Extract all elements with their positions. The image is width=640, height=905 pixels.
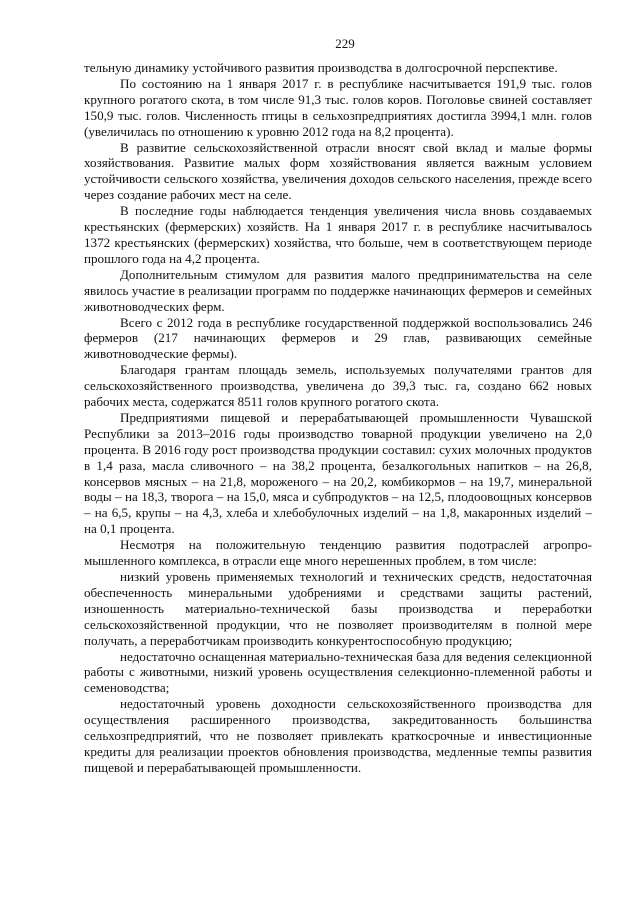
- paragraph-livestock: По состоянию на 1 января 2017 г. в республике насчитывается 191,9 тыс. голов крупного рогатого скота, в том числе 91,3 тыс. голов коров. Поголовье свиней составляет 150,9 тыс. голов. Численность птицы в сельхозпредприятиях достигла 3994,1 млн. голов (увеличилась по отношению к уровню 2012 года на 8,2 процента).: [84, 75, 592, 139]
- page-number: 229: [335, 36, 355, 51]
- paragraph-farm-growth: В последние годы наблюдается тенденция увеличения числа вновь создаваемых крестьянских (фермерских) хозяйств. На 1 января 2017 г. в республике насчитывалось 1372 крестьянских (фермерских) хозяйства, что больше, чем в соответствующем периоде прошлого года на 4,2 процента.: [84, 203, 592, 266]
- paragraph-problems-intro: Несмотря на положительную тенденцию развития подотраслей агропромышленного комплекса, в отрасли еще много нерешенных проблем, в том числе:: [84, 537, 592, 569]
- paragraph-stimulus: Дополнительным стимулом для развития малого предпринимательства на селе явилось участие в реализации программ по поддержке начинающих фермеров и семейных животноводческих ферм.: [84, 266, 592, 314]
- paragraph-grants: Благодаря грантам площадь земель, используемых получателями грантов для сельскохозяйственного производства, увеличена до 39,3 тыс. га, создано 662 новых рабочих места, содержатся 8511 голов крупного рогатого скота.: [84, 362, 592, 410]
- paragraph-food-industry: Предприятиями пищевой и перерабатывающей промышленности Чувашской Республики за 2013–2016 годы производство товарной продукции увеличено на 2,0 процента. В 2016 году рост производства продукции составил: сухих молочных продуктов в 1,4 раза, масла сливочного – на 38,2 процента, безалкогольных напитков – на 26,8, консервов мясных – на 21,8, мороженого – на 20,2, комбикормов – на 19,7, минеральной воды – на 18,3, творога – на 15,0, мяса и субпродуктов – на 12,5, плодоовощных консервов – на 6,5, крупы – на 4,3, хлеба и хлебобулочных изделий – на 1,8, макаронных изделий – на 0,1 процента.: [84, 409, 592, 537]
- body-text: [84, 60, 592, 776]
- paragraph-problem-breeding: недостаточно оснащенная материально-техническая база для ведения селекционной работы с животными, низкий уровень осуществления селекционно-племенной работы и семеноводства;: [84, 648, 592, 696]
- paragraph-continuation: тельную динамику устойчивого развития производства в долгосрочной перспективе.: [84, 60, 558, 75]
- paragraph-small-farms: В развитие сельскохозяйственной отрасли вносят свой вклад и малые формы хозяйствования. Развитие малых форм хозяйствования является важным условием устойчивости сельского хозяйства, увеличения доходов сельского населения, прежде всего через создание рабочих мест на селе.: [84, 139, 592, 203]
- paragraph-state-support: Всего с 2012 года в республике государственной поддержкой воспользовались 246 фермеров (217 начинающих фермеров и 29 глав, развивающих семейные животноводческие фермы).: [84, 314, 592, 362]
- paragraph-problem-profitability: недостаточный уровень доходности сельскохозяйственного производства для осуществления расширенного производства, закредитованность большинства сельхозпредприятий, что не позволяет привлекать краткосрочные и инвестиционные кредиты для реализации проектов обновления производства, медленные темпы развития пищевой и перерабатывающей промышленности.: [84, 696, 592, 775]
- paragraph-problem-technology: низкий уровень применяемых технологий и технических средств, недостаточная обеспеченность минеральными удобрениями и средствами защиты растений, изношенность материально-технической базы производства и переработки сельскохозяйственной продукции, что не позволяет производителям в полной мере получать, а переработчикам производить конкурентоспособную продукцию;: [84, 569, 592, 648]
